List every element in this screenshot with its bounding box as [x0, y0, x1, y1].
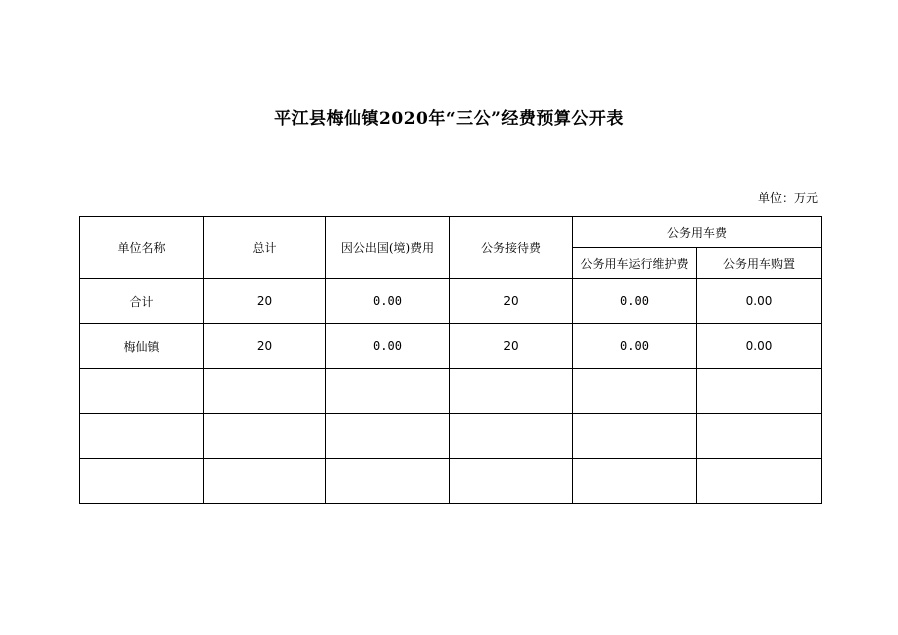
header-vehicle-group: 公务用车费	[573, 217, 822, 248]
cell-total: 20	[204, 279, 326, 324]
table-row	[80, 279, 822, 324]
empty-cell	[204, 414, 326, 459]
empty-cell	[573, 459, 697, 504]
empty-row	[80, 414, 822, 459]
cell-vehicle-operation: 0.00	[573, 279, 697, 324]
empty-cell	[204, 459, 326, 504]
cell-unit-name: 梅仙镇	[80, 324, 204, 369]
cell-vehicle-purchase: 0.00	[697, 279, 822, 324]
empty-cell	[80, 369, 204, 414]
empty-cell	[204, 369, 326, 414]
cell-unit-name: 合计	[80, 279, 204, 324]
header-row	[80, 217, 822, 248]
empty-cell	[450, 414, 573, 459]
header-vehicle-operation: 公务用车运行维护费	[573, 248, 697, 279]
cell-abroad: 0.00	[326, 324, 450, 369]
cell-vehicle-operation: 0.00	[573, 324, 697, 369]
empty-cell	[450, 369, 573, 414]
empty-cell	[326, 414, 450, 459]
cell-abroad: 0.00	[326, 279, 450, 324]
header-total: 总计	[204, 217, 326, 279]
header-vehicle-purchase: 公务用车购置	[697, 248, 822, 279]
empty-cell	[697, 414, 822, 459]
empty-cell	[697, 369, 822, 414]
cell-vehicle-purchase: 0.00	[697, 324, 822, 369]
empty-cell	[80, 414, 204, 459]
cell-reception: 20	[450, 279, 573, 324]
empty-cell	[573, 369, 697, 414]
empty-row	[80, 369, 822, 414]
empty-cell	[326, 459, 450, 504]
page-title: 平江县梅仙镇2020年“三公”经费预算公开表	[274, 109, 624, 129]
empty-cell	[573, 414, 697, 459]
table-row	[80, 324, 822, 369]
header-abroad: 因公出国(境)费用	[326, 217, 450, 279]
empty-cell	[80, 459, 204, 504]
empty-cell	[326, 369, 450, 414]
empty-cell	[450, 459, 573, 504]
empty-row	[80, 459, 822, 504]
header-reception: 公务接待费	[450, 217, 573, 279]
cell-reception: 20	[450, 324, 573, 369]
empty-cell	[697, 459, 822, 504]
cell-total: 20	[204, 324, 326, 369]
unit-label: 单位：万元	[757, 191, 818, 205]
header-unit-name: 单位名称	[80, 217, 204, 279]
budget-table	[79, 216, 822, 504]
